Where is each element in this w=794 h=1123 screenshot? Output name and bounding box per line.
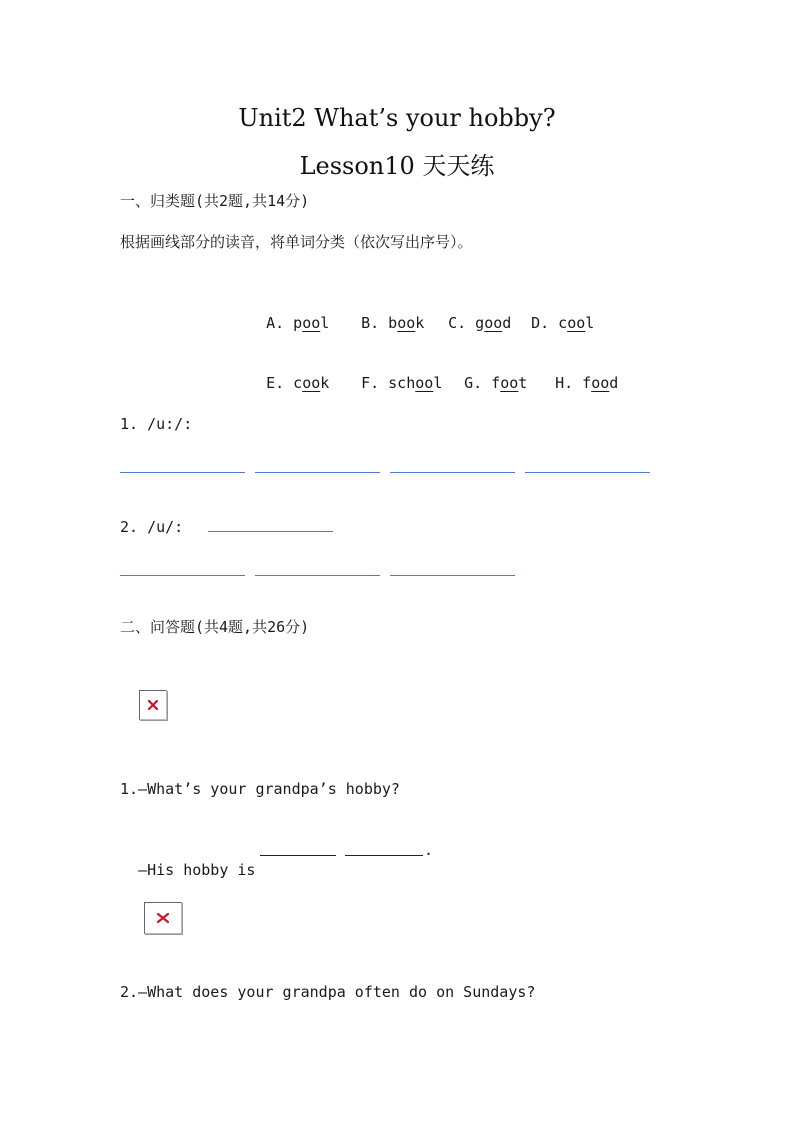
option-g: G. foot	[464, 374, 528, 392]
q2-2-question: 2.—What does your grandpa often do on Sundays?	[120, 983, 536, 1001]
section1-heading: 一、归类题(共2题,共14分)	[120, 192, 310, 210]
answer-blank-8[interactable]	[390, 575, 515, 576]
option-h: H. food	[555, 374, 619, 392]
answer-blank-3[interactable]	[390, 472, 515, 473]
option-c: C. good	[448, 314, 512, 332]
answer-blank-4[interactable]	[525, 472, 650, 473]
answer-blank-1[interactable]	[120, 472, 245, 473]
answer-blank-2[interactable]	[255, 472, 380, 473]
answer-blank-10[interactable]	[345, 855, 423, 856]
page-title: Unit2 What’s your hobby?	[238, 104, 556, 132]
q2-1-answer-line: —His hobby is	[138, 861, 256, 879]
option-b: B. book	[361, 314, 425, 332]
section1-instruction: 根据画线部分的读音，将单词分类（依次写出序号）。	[120, 233, 473, 251]
broken-image-icon	[139, 690, 167, 720]
option-d: D. cool	[531, 314, 595, 332]
section2-heading: 二、问答题(共4题,共26分)	[120, 618, 310, 636]
broken-image-icon	[144, 902, 182, 934]
answer-blank-7[interactable]	[255, 575, 380, 576]
option-e: E. cook	[266, 374, 330, 392]
answer-blank-9[interactable]	[260, 855, 336, 856]
option-a: A. pool	[266, 314, 330, 332]
q2-1-question: 1.—What’s your grandpa’s hobby?	[120, 780, 400, 798]
q1-label: 1. /u:/:	[120, 415, 193, 433]
q2-1-answer-period: .	[424, 841, 434, 859]
answer-blank-5[interactable]	[208, 531, 333, 532]
option-f: F. school	[361, 374, 443, 392]
q2-label: 2. /u/:	[120, 518, 184, 536]
answer-blank-6[interactable]	[120, 575, 245, 576]
page-subtitle: Lesson10 天天练	[299, 152, 495, 180]
